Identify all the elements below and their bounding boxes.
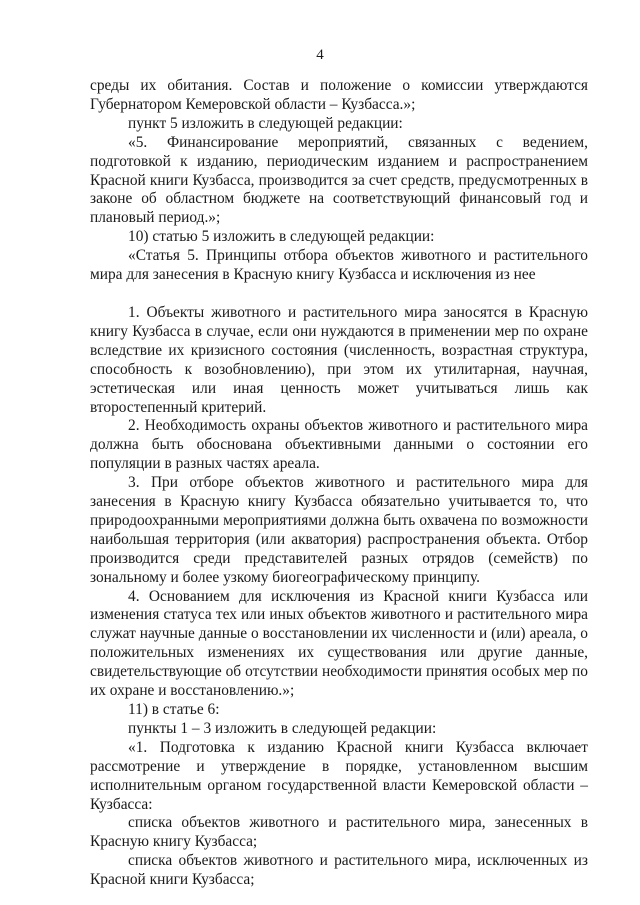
paragraph-article-5-title: «Статья 5. Принципы отбора объектов животного и растительного мира для занесения в Красную книгу Кузбасса и исключения из нее	[90, 247, 588, 284]
paragraph-point-3: 3. При отборе объектов животного и растительного мира для занесения в Красную книгу Кузбасса обязательно учитывается то, что природоохранными мероприятиями должна быть охвачена по возможности наибольшая территория (или акватория) распространения объекта. Отбор производится среди представителей разных отрядов (семейств) по зональному и более узкому биогеографическому принципу.	[90, 474, 588, 586]
paragraph-point-2: 2. Необходимость охраны объектов животного и растительного мира должна быть обоснована объективными данными о состоянии его популяции в разных частях ареала.	[90, 417, 588, 473]
paragraph-publication-preparation: «1. Подготовка к изданию Красной книги Кузбасса включает рассмотрение и утверждение в порядке, установленном высшим исполнительным органом государственной власти Кемеровской области – Кузбасса:	[90, 738, 588, 813]
paragraph-point-1: 1. Объекты животного и растительного мира заносятся в Красную книгу Кузбасса в случае, если они нуждаются в применении мер по охране вследствие их кризисного состояния (численность, возрастная структура, способность к возобновлению), при этом их утилитарная, научная, эстетическая или иная ценность может учитываться лишь как второстепенный критерий.	[90, 303, 588, 416]
paragraph-points-1-3-intro: пункты 1 – 3 изложить в следующей редакции:	[128, 719, 437, 737]
paragraph-article-5-intro: 10) статью 5 изложить в следующей редакции:	[128, 228, 435, 246]
section-gap	[90, 285, 588, 304]
document-body	[90, 77, 588, 890]
paragraph-list-excluded: списка объектов животного и растительного мира, исключенных из Красной книги Кузбасса;	[90, 852, 588, 889]
paragraph-item-5-financing: «5. Финансирование мероприятий, связанных с ведением, подготовкой к изданию, периодическим изданием и распространением Красной книги Кузбасса, производится за счет средств, предусмотренных в законе об областном бюджете на соответствующий финансовый год и плановый период.»;	[90, 133, 588, 227]
paragraph-point-4: 4. Основанием для исключения из Красной книги Кузбасса или изменения статуса тех или иных объектов животного и растительного мира служат научные данные о восстановлении их численности и (или) ареала, о положительных изменениях их существования или другие данные, свидетельствующие об отсутствии необходимости принятия особых мер по их охране и восстановлению.»;	[90, 587, 588, 700]
paragraph-item-5-intro: пункт 5 изложить в следующей редакции:	[128, 114, 403, 132]
page-number: 4	[316, 47, 324, 63]
paragraph-habitat-commission: среды их обитания. Состав и положение о комиссии утверждаются Губернатором Кемеровской области – Кузбасса.»;	[90, 77, 588, 113]
paragraph-article-6-intro: 11) в статье 6:	[128, 701, 220, 718]
paragraph-list-entered: списка объектов животного и растительного мира, занесенных в Красную книгу Кузбасса;	[90, 814, 588, 851]
